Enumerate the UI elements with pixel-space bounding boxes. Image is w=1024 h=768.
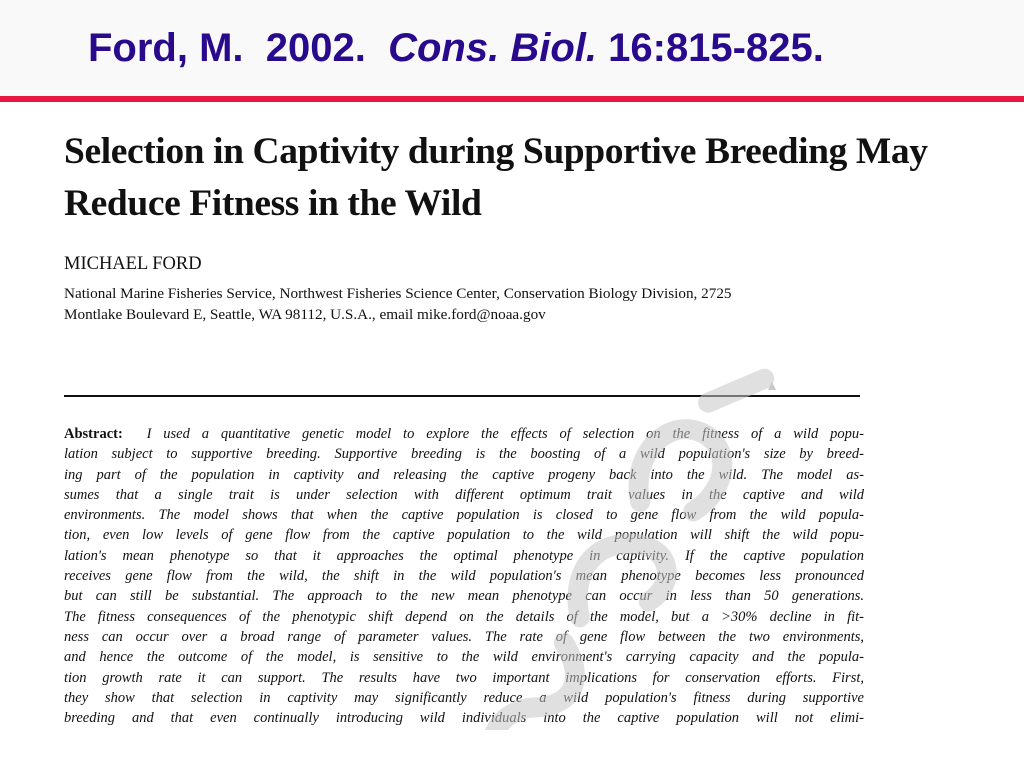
abstract-line: environments. The model shows that when the captive population is closed to gene flow from the wild popula- xyxy=(64,507,864,524)
citation-pages: 16:815-825. xyxy=(608,26,824,70)
abstract-line: ing part of the population in captivity and releasing the captive progeny back into the wild. The model as- xyxy=(64,466,864,483)
citation-authors: Ford, M. xyxy=(88,26,244,70)
abstract-line: lation subject to supportive breeding. Supportive breeding is the boosting of a wild population's size by breed- xyxy=(64,446,864,463)
abstract-line: Abstract: I used a quantitative genetic model to explore the effects of selection on the fitness of a wild popu- xyxy=(64,426,864,442)
slide-title xyxy=(88,22,824,74)
paper-excerpt-image xyxy=(58,124,980,730)
title-divider xyxy=(0,96,1024,102)
paper-title: Selection in Captivity during Supportive Breeding May Reduce Fitness in the Wild xyxy=(64,131,928,224)
paper-author: MICHAEL FORD xyxy=(64,254,202,274)
citation-year: 2002. xyxy=(265,26,366,70)
abstract-label: Abstract: xyxy=(64,426,123,442)
abstract-line: but can still be substantial. The approach to the new mean phenotype can occur in less than 50 generations. xyxy=(64,588,864,605)
abstract-line: tion growth rate it can support. The results have two important implications for conservation efforts. First, xyxy=(64,669,864,686)
affiliation-line: Montlake Boulevard E, Seattle, WA 98112, U.S.A., email mike.ford@noaa.gov xyxy=(64,306,546,323)
abstract-line: sumes that a single trait is under selection with different optimum trait values in the captive and wild xyxy=(64,486,864,503)
affiliation-line: National Marine Fisheries Service, Northwest Fisheries Science Center, Conservation Biology Division, 2725 xyxy=(64,285,732,302)
abstract-line: they show that selection in captivity may significantly reduce a wild population's fitness during supportive xyxy=(64,689,864,706)
abstract-line: and hence the outcome of the model, is sensitive to the wild environment's carrying capacity and the popula- xyxy=(64,649,864,666)
abstract-line: receives gene flow from the wild, the shift in the wild population's mean phenotype becomes less pronounced xyxy=(64,568,864,585)
paper-affiliation xyxy=(64,283,884,325)
citation-journal: Cons. Biol. xyxy=(388,26,597,70)
watermark-triangle xyxy=(768,382,776,390)
abstract-line: breeding and that even continually introducing wild individuals into the captive population will not elimi- xyxy=(64,710,864,727)
section-rule xyxy=(64,395,860,397)
abstract-line: The fitness consequences of the phenotypic shift depend on the details of the model, but a >30% decline in fit- xyxy=(64,608,864,625)
paper-abstract xyxy=(64,424,864,728)
abstract-line: ness can occur over a broad range of parameter values. The rate of gene flow between the two environments, xyxy=(64,628,864,645)
abstract-line: tion, even low levels of gene flow from the captive population to the wild population will shift the wild popu- xyxy=(64,527,864,544)
abstract-line: lation's mean phenotype so that it approaches the optimal phenotype in captivity. If the captive population xyxy=(64,547,864,564)
